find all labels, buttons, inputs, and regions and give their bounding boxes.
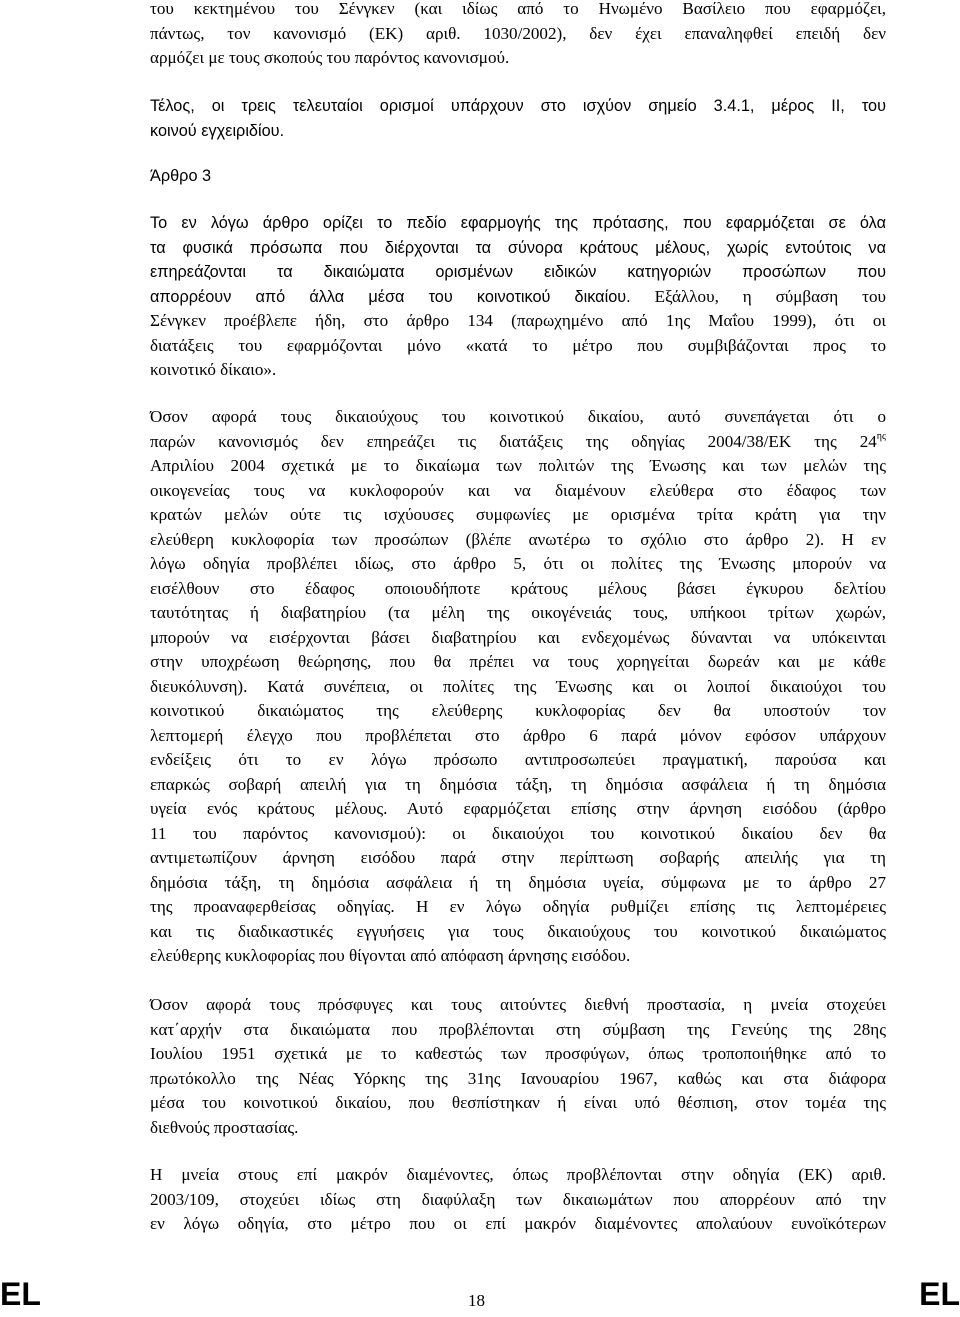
text-line: μέσα του κοινοτικού δικαίου, που θεσπίστηκαν ή είναι υπό θέσπιση, στον τομέα της — [150, 1093, 886, 1112]
paragraph-continuation — [150, 0, 886, 71]
text-line: ενδείξεις ότι το εν λόγω πρόσωπο αντιπροσωπεύει πραγματική, παρούσα και — [150, 750, 886, 769]
text-line: ελεύθερης κυκλοφορίας που θίγονται από απόφαση άρνησης εισόδου. — [150, 946, 631, 965]
text-line: ταυτότητας ή διαβατηρίου (τα μέλη της οικογένειάς τους, υπήκοοι τρίτων χωρών, — [150, 603, 886, 622]
language-code-right: EL — [919, 1276, 960, 1312]
text-line: δημόσια τάξη, τη δημόσια ασφάλεια ή τη δημόσια υγεία, σύμφωνα με το άρθρο 27 — [150, 872, 886, 892]
text-line — [150, 430, 886, 455]
paragraph-long-term-residents — [150, 1163, 886, 1237]
text-line: λεπτομερή έλεγχο που προβλέπεται στο άρθρο 6 παρά μόνον εφόσον υπάρχουν — [150, 725, 886, 745]
text-line: τα φυσικά πρόσωπα που διέρχονται τα σύνορα κράτους μέλους, χωρίς εντούτοις να — [150, 238, 886, 257]
text-line: επηρεάζονται τα δικαιώματα ορισμένων ειδικών κατηγοριών προσώπων που — [150, 263, 886, 281]
text-line: Σένγκεν προέβλεπε ήδη, στο άρθρο 134 (παρωχημένο από 1ης Μαΐου 1999), ότι οι — [150, 311, 886, 330]
text-line: της προαναφερθείσας οδηγίας. Η εν λόγω οδηγία ρυθμίζει επίσης τις λεπτομέρειες — [150, 897, 886, 916]
text-line: κρατών μελών ούτε τις ισχύουσες συμφωνίες με ορισμένα τρίτα κράτη για την — [150, 505, 886, 524]
text-line: λόγω οδηγία προβλέπει ιδίως, στο άρθρο 5, ότι οι πολίτες της Ένωσης μπορούν να — [150, 554, 886, 573]
text-line: πρωτόκολλο της Νέας Υόρκης της 31ης Ιανουαρίου 1967, καθώς και στα διάφορα — [150, 1068, 886, 1088]
text-span: απορρέουν από άλλα μέσα του κοινοτικού δικαίου. — [150, 287, 631, 306]
text-line: κοινοτικό δίκαιο». — [150, 360, 277, 379]
text-line: 2003/109, στοχεύει ιδίως στη διαφύλαξη των δικαιωμάτων που απορρέουν από την — [150, 1189, 886, 1209]
text-line: υγεία ενός κράτους μέλους. Αυτό εφαρμόζεται επίσης στην άρνηση εισόδου (άρθρο — [150, 799, 886, 818]
paragraph-article-scope — [150, 211, 886, 383]
paragraph-definitions-note — [150, 94, 886, 143]
text-line: Η μνεία στους επί μακρόν διαμένοντες, όπως προβλέπονται στην οδηγία (ΕΚ) αριθ. — [150, 1165, 886, 1184]
language-code-left: EL — [0, 1276, 41, 1312]
text-line: 11 του παρόντος κανονισμού): οι δικαιούχοι του κοινοτικού δικαίου δεν θα — [150, 823, 886, 843]
text-line: του κεκτημένου του Σένγκεν (και ιδίως από το Ηνωμένο Βασίλειο που εφαρμόζει, — [150, 0, 886, 18]
text-line: εισέλθουν στο έδαφος οποιουδήποτε κράτους μέλους βάσει έγκυρου δελτίου — [150, 578, 886, 598]
ordinal-superscript: ης — [876, 430, 886, 442]
text-line: αντιμετωπίζουν άρνηση εισόδου παρά στην περίπτωση σοβαρής απειλής για τη — [150, 848, 886, 867]
text-line: διευκόλυνση). Κατά συνέπεια, οι πολίτες της Ένωσης και οι λοιποί δικαιούχοι του — [150, 676, 886, 696]
text-line: διεθνούς προστασίας. — [150, 1117, 299, 1137]
text-line — [150, 285, 886, 310]
text-line: κοινοτικού δικαιώματος της ελεύθερης κυκλοφορίας δεν θα υποστούν τον — [150, 701, 886, 720]
article-heading-text: Άρθρο 3 — [150, 167, 212, 185]
text-line: και τις διαδικαστικές εγγυήσεις για τους δικαιούχους του κοινοτικού δικαιώματος — [150, 921, 886, 941]
text-line: οικογενείας τους να κυκλοφορούν και να διαμένουν ελεύθερα στο έδαφος των — [150, 480, 886, 500]
text-line: ελεύθερη κυκλοφορία των προσώπων (βλέπε ανωτέρω το σχόλιο στο άρθρο 2). Η εν — [150, 529, 886, 549]
text-line: πάντως, τον κανονισμό (ΕΚ) αριθ. 1030/2002), δεν έχει επαναληφθεί επειδή δεν — [150, 23, 886, 43]
text-line: επαρκώς σοβαρή απειλή για τη δημόσια τάξη, τη δημόσια ασφάλεια ή τη δημόσια — [150, 774, 886, 794]
text-span-serif: Εξάλλου, η σύμβαση του — [630, 286, 886, 306]
text-line: Το εν λόγω άρθρο ορίζει το πεδίο εφαρμογής της πρότασης, που εφαρμόζεται σε όλα — [150, 214, 886, 232]
text-line: αρμόζει με τους σκοπούς του παρόντος κανονισμού. — [150, 48, 510, 67]
text-line: κοινού εγχειριδίου. — [150, 121, 285, 140]
text-line: μπορούν να εισέρχονται βάσει διαβατηρίου και ενδεχομένως δύνανται να υπόκεινται — [150, 627, 886, 647]
text-line: Τέλος, οι τρεις τελευταίοι ορισμοί υπάρχουν στο ισχύον σημείο 3.4.1, μέρος ΙΙ, του — [150, 97, 886, 115]
paragraph-refugees — [150, 993, 886, 1140]
text-line: εν λόγω οδηγία, στο μέτρο που οι επί μακρόν διαμένοντες απολαύουν ευνοϊκότερων — [150, 1214, 886, 1233]
text-line: Όσον αφορά τους πρόσφυγες και τους αιτούντες διεθνή προστασία, η μνεία στοχεύει — [150, 995, 886, 1014]
text-line: στην υποχρέωση θεώρησης, που θα πρέπει να τους χορηγείται δωρεάν και με κάθε — [150, 652, 886, 671]
text-line: κατ΄αρχήν στα δικαιώματα που προβλέπονται στη σύμβαση της Γενεύης της 28ης — [150, 1019, 886, 1039]
page-number: 18 — [468, 1291, 485, 1310]
text-span: παρών κανονισμός δεν επηρεάζει τις διατάξεις της οδηγίας 2004/38/ΕΚ της 24 — [150, 431, 877, 451]
text-line: Απριλίου 2004 σχετικά με το δικαίωμα των πολιτών της Ένωσης και των μελών της — [150, 456, 886, 475]
text-line: διατάξεις του εφαρμόζονται μόνο «κατά το μέτρο που συμβιβάζονται προς το — [150, 335, 886, 355]
paragraph-beneficiaries — [150, 405, 886, 969]
article-heading — [150, 164, 211, 189]
text-line: Ιουλίου 1951 σχετικά με το καθεστώς των προσφύγων, όπως τροποποιήθηκε από το — [150, 1044, 886, 1063]
text-line: Όσον αφορά τους δικαιούχους του κοινοτικού δικαίου, αυτό συνεπάγεται ότι ο — [150, 407, 886, 426]
